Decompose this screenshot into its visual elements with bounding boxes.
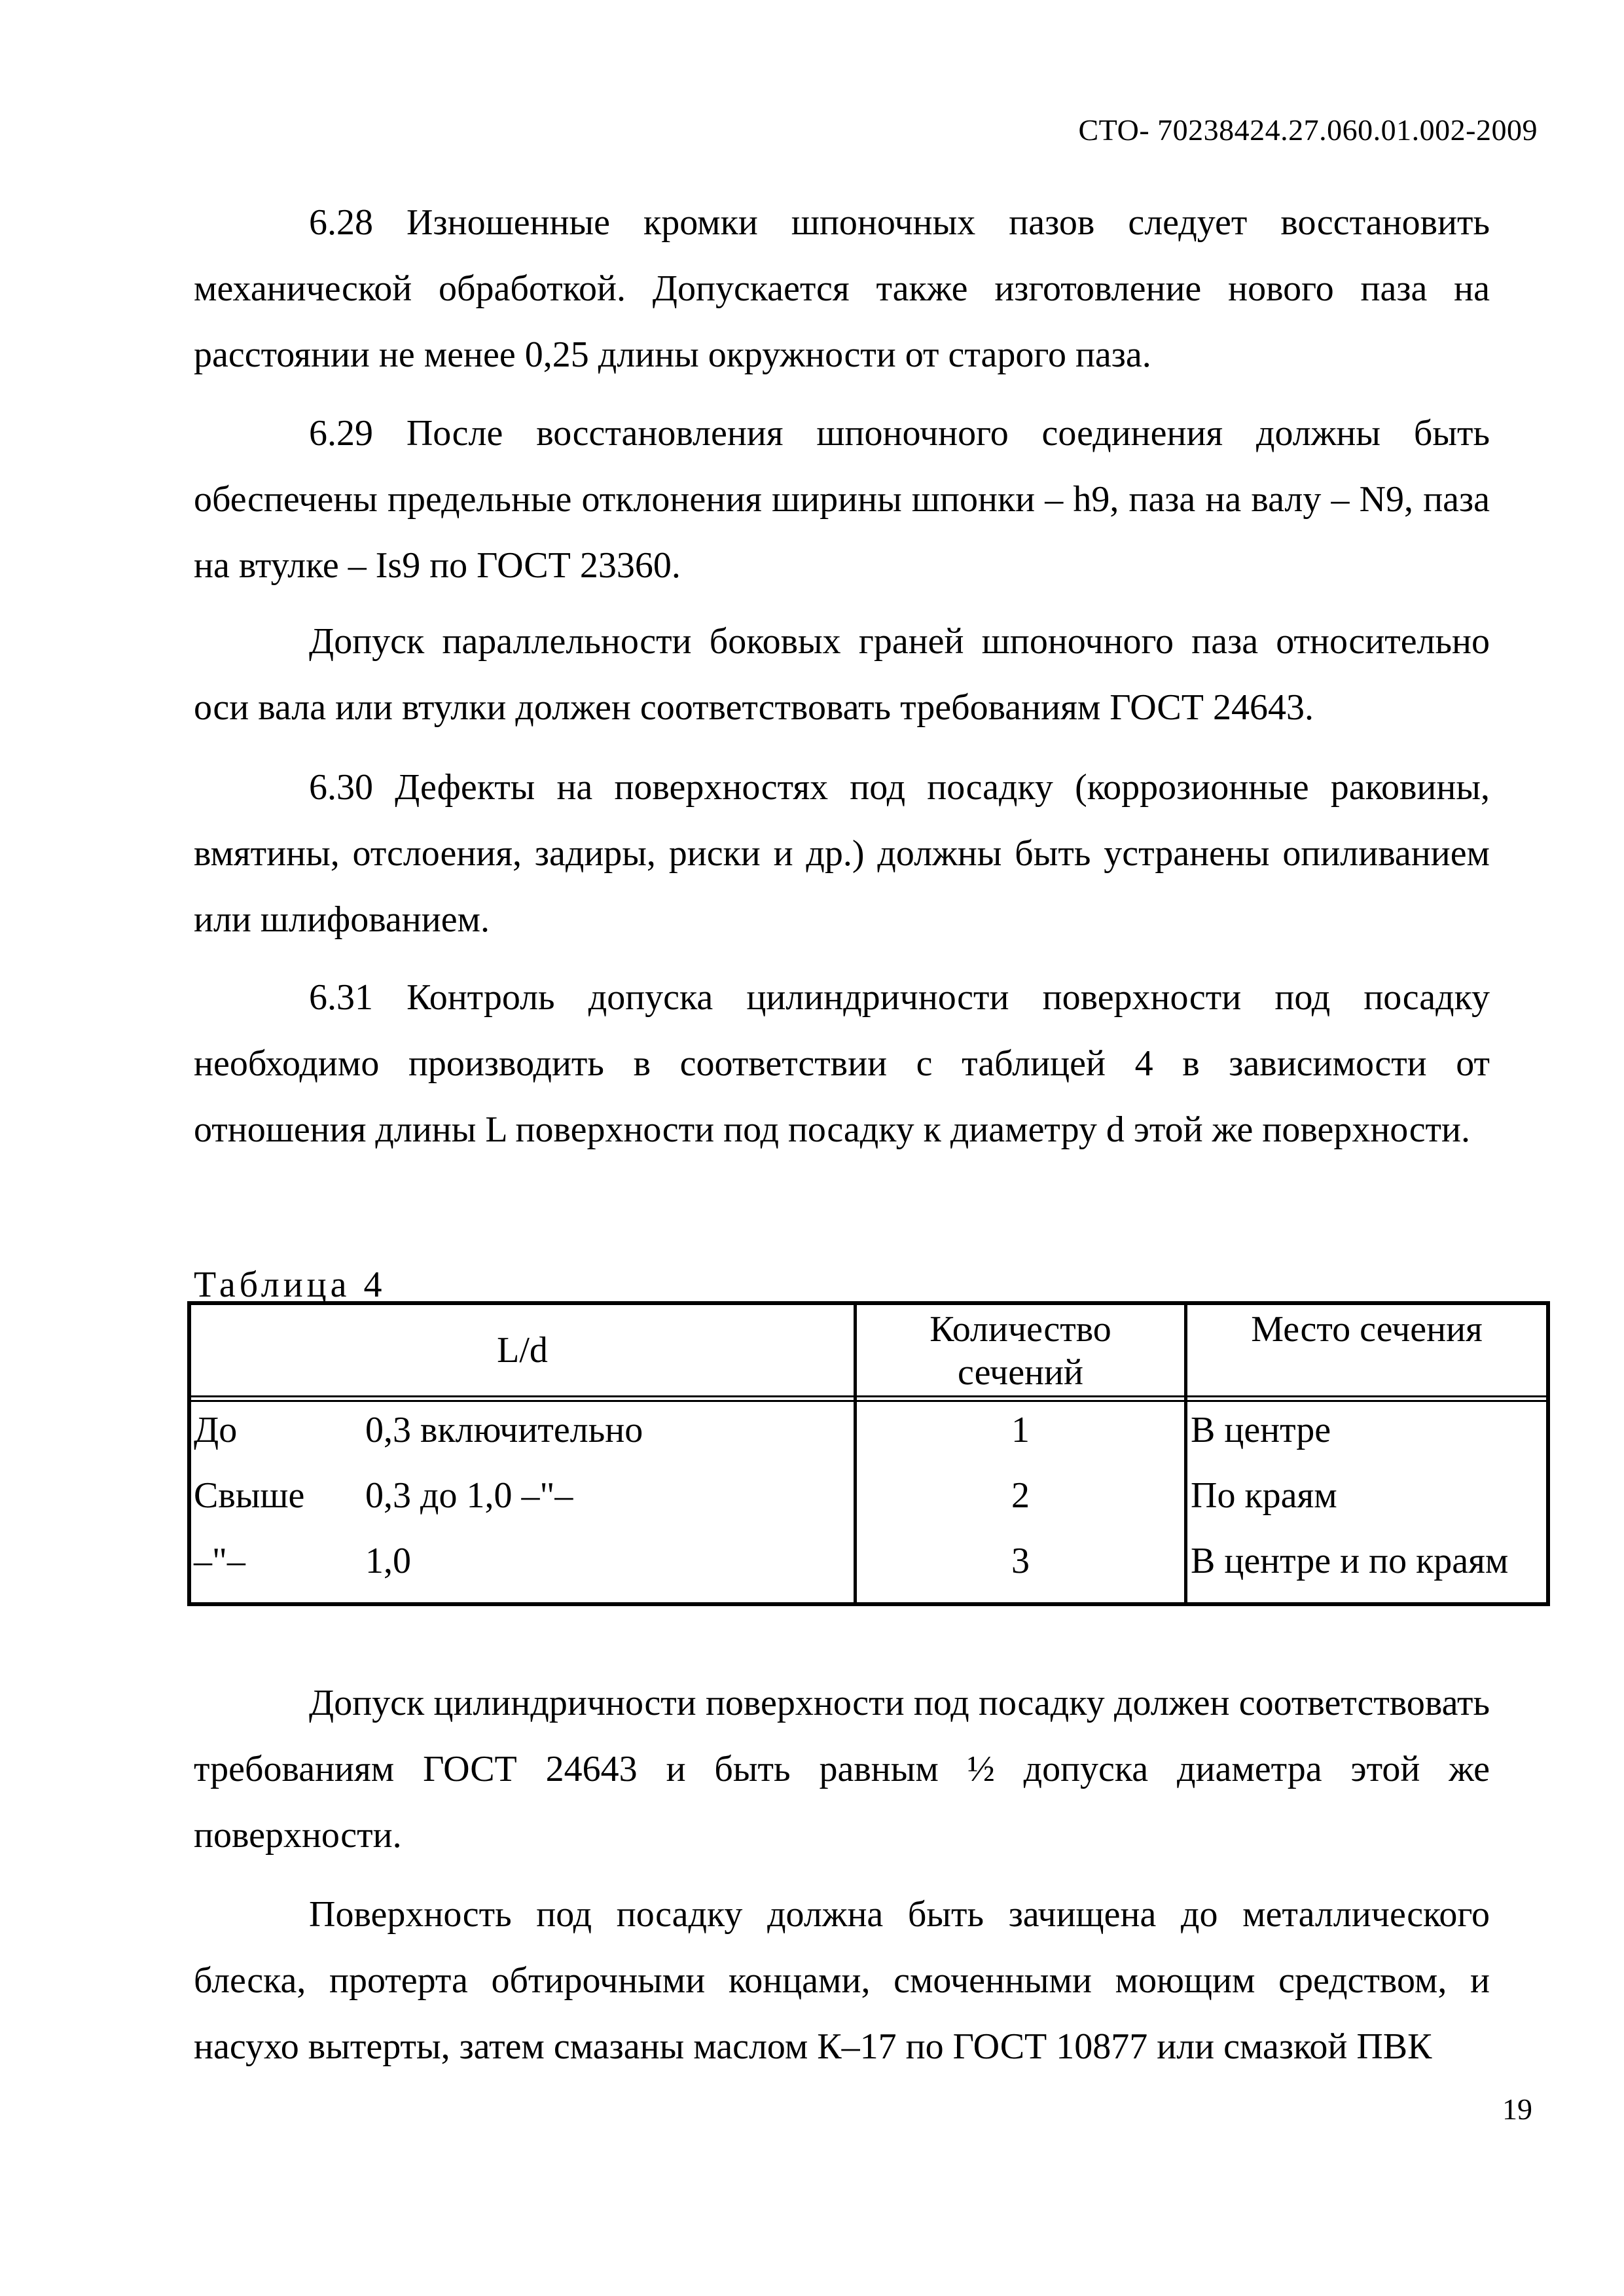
page-number: 19 [1502,2092,1532,2126]
header-place: Место сечения [1251,1309,1483,1350]
row-2-place: По краям [1191,1475,1337,1516]
header-count-line1: Количество [929,1309,1111,1350]
row-2-count: 2 [1011,1475,1030,1516]
row-1-range: 0,3 включительно [365,1410,643,1450]
paragraph-cylindricity: Допуск цилиндричности поверхности под посадку должен соответствовать требованиям ГОСТ 24643 и быть равным ½ допуска диаметра этой же поверхности. [194,1683,1490,1856]
row-2-prefix: Свыше [194,1475,305,1516]
row-1-count: 1 [1011,1410,1030,1450]
row-2-range: 0,3 до 1,0 –"– [365,1475,573,1516]
header-ld: L/d [497,1330,548,1371]
paragraph-6-30: 6.30 Дефекты на поверхностях под посадку (коррозионные раковины, вмятины, отслоения, задиры, риски и др.) должны быть устранены опиливанием или шлифованием. [194,767,1490,940]
table-label: Таблица 4 [194,1265,386,1305]
row-3-prefix: –"– [194,1541,245,1581]
header-separator [191,1395,1546,1402]
document-code: СТО- 70238424.27.060.01.002-2009 [1078,113,1538,147]
paragraph-6-31: 6.31 Контроль допуска цилиндричности поверхности под посадку необходимо производить в соответствии с таблицей 4 в зависимости от отношения длины L поверхности под посадку к диаметру d этой же поверхности. [194,977,1490,1150]
paragraph-6-29: 6.29 После восстановления шпоночного соединения должны быть обеспечены предельные отклонения ширины шпонки – h9, паза на валу – N9, паза на втулке – Is9 по ГОСТ 23360. [194,413,1490,586]
header-count-line2: сечений [958,1352,1083,1393]
row-3-count: 3 [1011,1541,1030,1581]
paragraph-parallelism: Допуск параллельности боковых граней шпоночного паза относительно оси вала или втулки должен соответствовать требованиям ГОСТ 24643. [194,621,1490,728]
paragraph-surface-prep: Поверхность под посадку должна быть зачищена до металлического блеска, протерта обтирочными концами, смоченными моющим средством, и насухо вытерты, затем смазаны маслом К–17 по ГОСТ 10877 или смазкой ПВК [194,1894,1490,2067]
row-3-range: 1,0 [365,1541,411,1581]
row-3-place: В центре и по краям [1191,1541,1509,1581]
row-1-place: В центре [1191,1410,1331,1450]
table-4 [187,1301,1550,1606]
row-1-prefix: До [194,1410,238,1450]
paragraph-6-28: 6.28 Изношенные кромки шпоночных пазов следует восстановить механической обработкой. Допускается также изготовление нового паза на расстоянии не менее 0,25 длины окружности от старого паза. [194,202,1490,375]
